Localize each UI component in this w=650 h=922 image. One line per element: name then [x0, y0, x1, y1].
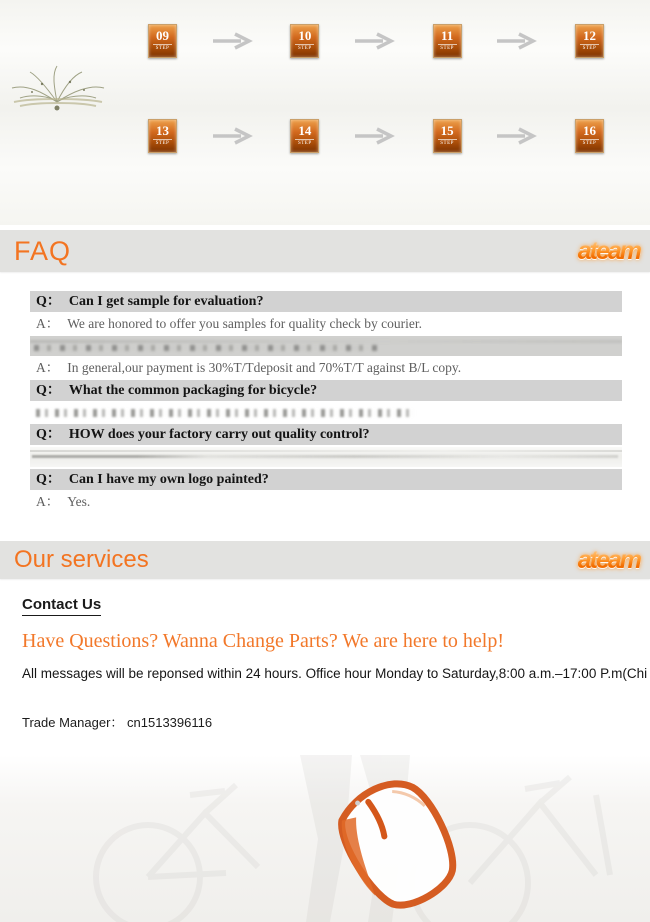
faq-title: FAQ: [14, 235, 72, 266]
step-badge: [290, 119, 319, 153]
step-label: STEP: [582, 141, 597, 146]
office-hours-text: All messages will be reponsed within 24 hours. Office hour Monday to Saturday,8:00 a.m.–17:00 P.m(Chi: [22, 666, 648, 681]
bicycle-photo-faded: [0, 755, 650, 922]
trade-manager-label: Trade Manager：: [22, 715, 124, 730]
services-section-header: [0, 541, 650, 579]
step-badge: [575, 24, 604, 58]
step-number: 14: [295, 123, 314, 140]
step-label: STEP: [155, 141, 170, 146]
step-badge: [290, 24, 319, 58]
faq-answer: A： In general,our payment is 30%T/Tdeposit and 70%T/T against B/L copy.: [36, 360, 462, 375]
step-badge: [433, 24, 462, 58]
step-badge: [575, 119, 604, 153]
step-number: 16: [580, 123, 599, 140]
step-row-top: [148, 24, 604, 58]
faq-answer-smeared: [30, 403, 622, 422]
step-label: STEP: [155, 46, 170, 51]
faq-answer: A： Yes.: [36, 494, 91, 509]
faq-question: Q： HOW does your factory carry out quality control?: [30, 424, 622, 445]
trade-manager-id: cn1513396116: [127, 715, 213, 730]
faq-section-header: [0, 230, 650, 272]
services-title: Our services: [14, 546, 149, 573]
faq-question: Q： Can I get sample for evaluation?: [30, 291, 622, 312]
arrow-right-icon: [211, 31, 257, 51]
ateam-brand-logo: ateam: [578, 237, 650, 266]
step-badge: [148, 119, 177, 153]
step-label: STEP: [440, 141, 454, 146]
faq-list: [30, 291, 622, 514]
faq-question: Q： Can I have my own logo painted?: [30, 469, 622, 490]
step-label: STEP: [440, 46, 454, 51]
contact-us-heading: Contact Us: [22, 596, 101, 616]
step-number: 13: [153, 123, 172, 140]
ateam-brand-logo: ateam: [578, 546, 650, 575]
arrow-right-icon: [353, 31, 399, 51]
faq-question: Q： What the common packaging for bicycle?: [30, 380, 622, 401]
step-label: STEP: [297, 141, 312, 146]
step-badge: [433, 119, 462, 153]
faq-question-smeared: [30, 336, 622, 356]
step-number: 15: [438, 123, 457, 140]
faq-answer-smeared-band: [30, 447, 622, 467]
left-bicycle-silhouette: [96, 785, 258, 922]
arrow-right-icon: [353, 126, 399, 146]
arrow-right-icon: [495, 126, 541, 146]
plant-ornament-image: [2, 62, 112, 124]
contact-section: [22, 596, 650, 730]
arrow-right-icon: [211, 126, 257, 146]
arrow-right-icon: [495, 31, 541, 51]
trade-manager-line: [22, 712, 212, 731]
step-label: STEP: [297, 46, 312, 51]
step-label: STEP: [582, 46, 597, 51]
step-number: 09: [153, 28, 172, 45]
step-number: 11: [438, 28, 457, 45]
contact-tagline: Have Questions? Wanna Change Parts? We are here to help!: [22, 630, 504, 652]
step-badge: [148, 24, 177, 58]
step-row-bottom: [148, 119, 604, 153]
step-number: 10: [295, 28, 314, 45]
steps-section: [0, 0, 650, 225]
faq-answer: A： We are honored to offer you samples for quality check by courier.: [36, 316, 423, 331]
step-number: 12: [580, 28, 599, 45]
